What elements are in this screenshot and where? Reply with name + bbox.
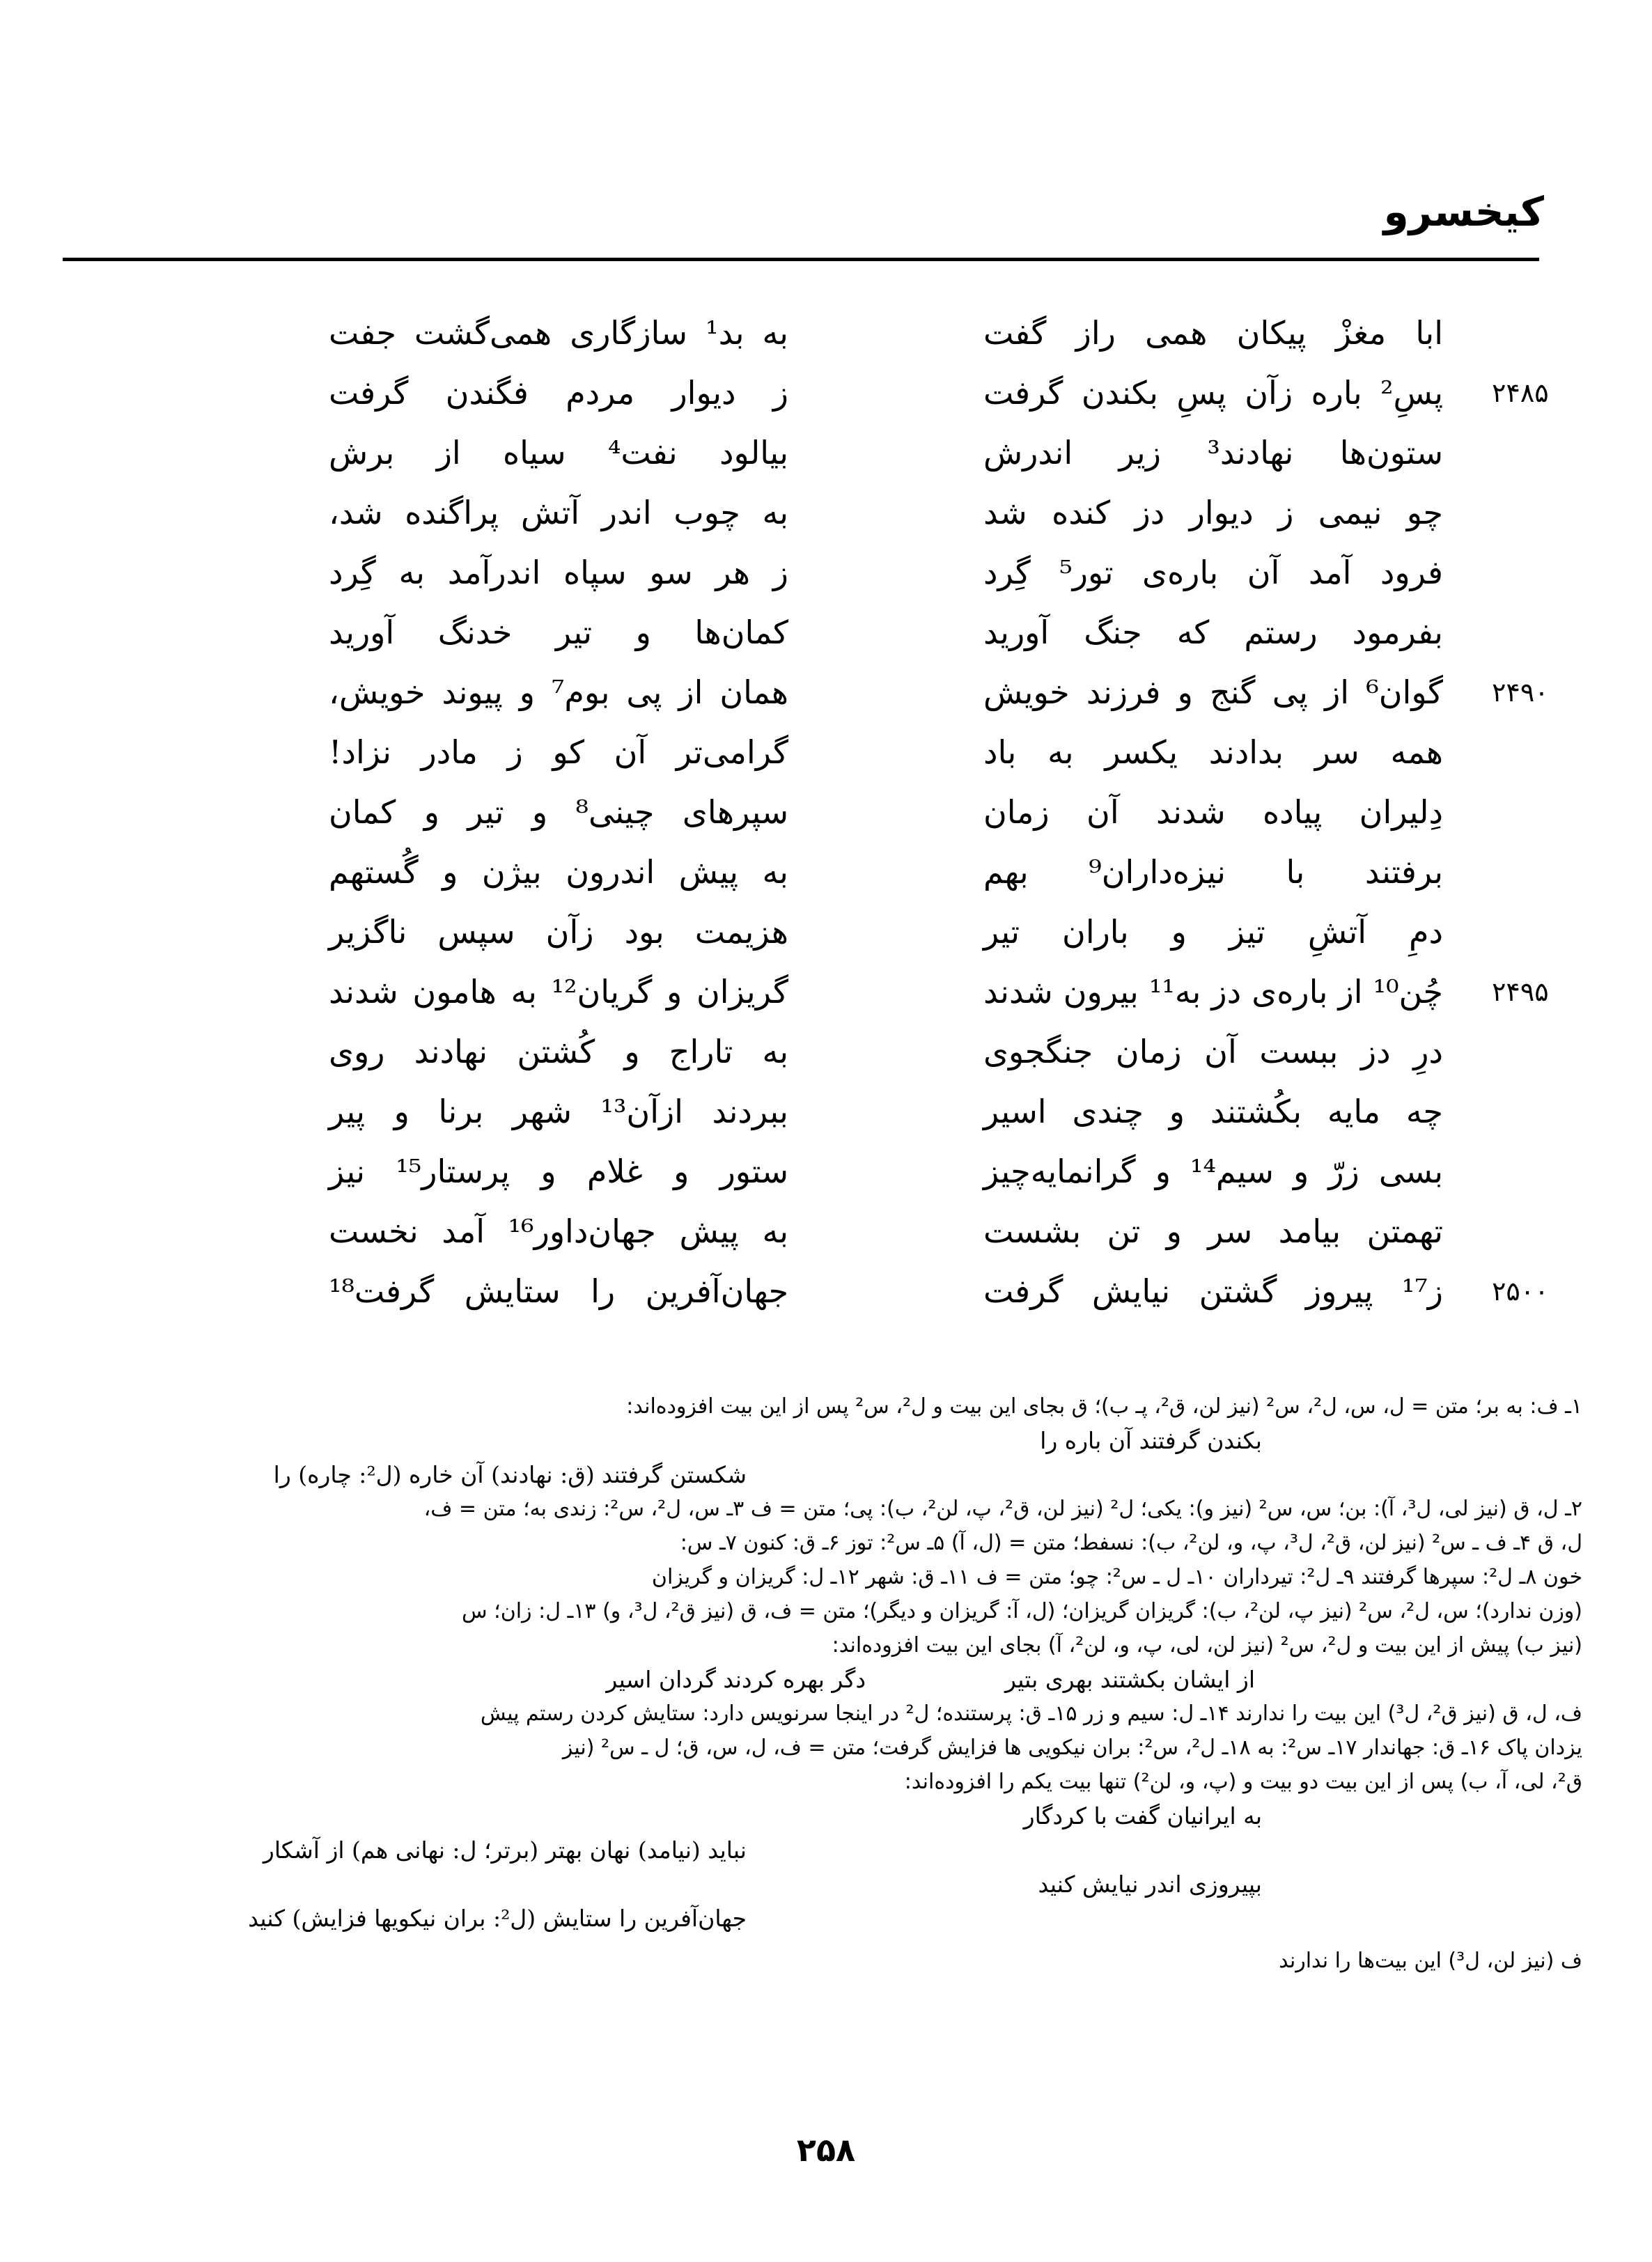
footnote-line: (وزن ندارد)؛ س، ل²، س² (نیز پ، لن²، ب): گریزان گریزان؛ (ل، آ: گریزان و دیگر)؛ متن = ف، ق (نیز ق²، ل³، و) ۱۳ـ ل: زان؛ س [462, 1599, 1582, 1623]
verse-row [0, 905, 1652, 958]
hemistich-first: چُن¹⁰ از باره‌ی دز به¹¹ بیرون شدند [983, 973, 1443, 1011]
hemistich-second: کمان‌ها و تیر خدنگ آورید [329, 614, 788, 651]
hemistich-second: همان از پی بوم⁷ و پیوند خویش، [329, 673, 788, 711]
verse-row [0, 306, 1652, 359]
footnote-line: ل، ق ۴ـ ف ـ س² (نیز لن، ق²، ل³، پ، و، لن²، ب): نسفط؛ متن = (ل، آ) ۵ـ س²: توز ۶ـ ق: کنون ۷ـ س: [680, 1531, 1582, 1555]
quoted-verse: به ایرانیان گفت با کردگار [1023, 1802, 1262, 1830]
footnote-line: ۱ـ ف: به بر؛ متن = ل، س، ل²، س² (نیز لن، ق²، پـ ب)؛ ق بجای این بیت و ل²، س² پس از این بیت افزوده‌اند: [626, 1394, 1582, 1419]
footnote-line: خون ۸ـ ل²: سپرها گرفتند ۹ـ ل²: تیرداران ۱۰ـ ل ـ س²: چو؛ متن = ف ۱۱ـ ق: شهر ۱۲ـ ل: گریزان و گریزان [651, 1565, 1582, 1589]
hemistich-first: درِ دز ببست آن زمان جنگجوی [983, 1033, 1443, 1070]
hemistich-second: به بد¹ سازگاری همی‌گشت جفت [329, 314, 788, 352]
hemistich-second: گرامی‌تر آن کو ز مادر نزاد! [329, 733, 788, 771]
hemistich-first: دِلیران پیاده شدند آن زمان [983, 793, 1443, 831]
hemistich-second: ستور و غلام و پرستار¹⁵ نیز [329, 1153, 788, 1190]
hemistich-second: ز دیوار مردم فگندن گرفت [329, 374, 788, 412]
verse-row [0, 606, 1652, 659]
footnotes-section [120, 1389, 1582, 1978]
footnote-line: ف (نیز لن، ل³) این بیت‌ها را ندارند [1279, 1949, 1582, 1973]
hemistich-first: همه سر بدادند یکسر به باد [983, 733, 1443, 771]
verse-row [0, 1025, 1652, 1078]
hemistich-second: به پیش اندرون بیژن و گُستهم [329, 853, 788, 891]
verse-row [0, 726, 1652, 779]
hemistich-first: ابا مغزْ پیکان همی راز گفت [983, 314, 1443, 352]
verse-number: ۲۵۰۰ [1492, 1276, 1549, 1306]
verse-row [0, 546, 1652, 599]
hemistich-second: هزیمت بود زآن سپس ناگزیر [329, 913, 788, 951]
verse-row [0, 1085, 1652, 1138]
quoted-verse: دگر بهره کردند گردان اسیر [606, 1666, 866, 1693]
hemistich-second: ببردند ازآن¹³ شهر برنا و پیر [329, 1093, 788, 1130]
quoted-verse: بکندن گرفتند آن باره را [1040, 1427, 1262, 1454]
verse-row [0, 486, 1652, 539]
hemistich-second: به تاراج و کُشتن نهادند روی [329, 1033, 788, 1070]
verse-row [0, 786, 1652, 838]
footnote-line: ۲ـ ل، ق (نیز لی، ل³، آ): بن؛ س، س² (نیز و): یکی؛ ل² (نیز لن، ق²، پ، لن²، ب): پی؛ متن = ف ۳ـ س، ل²، س²: زندی به؛ متن = ف، [423, 1497, 1582, 1521]
hemistich-first: فرود آمد آن باره‌ی تور⁵ گِرد [983, 554, 1443, 591]
footnote-line: یزدان پاک ۱۶ـ ق: جهاندار ۱۷ـ س²: به ۱۸ـ ل²، س²: بران نیکویی ها فزایش گرفت؛ متن = ف، ل، س، ق؛ ل ـ س² (نیز [562, 1736, 1582, 1760]
footnote-line: ف، ل، ق (نیز ق²، ل³) این بیت را ندارند ۱۴ـ ل: سیم و زر ۱۵ـ ق: پرستنده؛ ل² در اینجا سرنویس دارد: ستایش کردن رستم پیش [480, 1701, 1582, 1726]
verse-number: ۲۴۹۰ [1492, 677, 1549, 708]
hemistich-first: پسِ² باره زآن پسِ بکندن گرفت [983, 374, 1443, 412]
page-number: ۲۵۸ [796, 2131, 856, 2169]
hemistich-first: بفرمود رستم که جنگ آورید [983, 614, 1443, 651]
hemistich-second: جهان‌آفرین را ستایش گرفت¹⁸ [329, 1272, 788, 1310]
verse-number: ۲۴۸۵ [1492, 377, 1549, 408]
verse-row [0, 426, 1652, 479]
verse-row [0, 845, 1652, 898]
hemistich-second: بیالود نفت⁴ سیاه از برش [329, 434, 788, 471]
hemistich-first: چه مایه بکُشتند و چندی اسیر [983, 1093, 1443, 1130]
hemistich-second: به چوب اندر آتش پراگنده شد، [329, 494, 788, 531]
hemistich-first: تهمتن بیامد سر و تن بشست [983, 1212, 1443, 1250]
chapter-title: کیخسرو [1383, 188, 1544, 235]
quoted-verse: نباید (نیامد) نهان بهتر (برتر؛ ل: نهانی هم) از آشکار [263, 1836, 747, 1864]
verse-row [0, 1145, 1652, 1198]
verse-row [0, 1205, 1652, 1258]
hemistich-second: ز هر سو سپاه اندرآمد به گِرد [329, 554, 788, 591]
hemistich-first: بسی زرّ و سیم¹⁴ و گرانمایه‌چیز [983, 1153, 1444, 1190]
verse-row [0, 366, 1652, 419]
hemistich-first: ز¹⁷ پیروز گشتن نیایش گرفت [983, 1272, 1443, 1310]
quoted-verse: از ایشان بکشتند بهری بتیر [1005, 1666, 1255, 1693]
hemistich-first: دمِ آتشِ تیز و باران تیر [983, 913, 1443, 951]
quoted-verse: شکستن گرفتند (ق: نهادند) آن خاره (ل²: چاره) را [273, 1461, 747, 1488]
hemistich-first: گوان⁶ از پی گنج و فرزند خویش [983, 673, 1443, 711]
verse-row [0, 1265, 1652, 1318]
hemistich-first: برفتند با نیزه‌داران⁹ بهم [983, 853, 1443, 891]
verse-number: ۲۴۹۵ [1492, 976, 1549, 1007]
quoted-verse-pair [120, 1662, 1582, 1696]
hemistich-second: گریزان و گریان¹² به هامون شدند [329, 973, 788, 1011]
hemistich-first: ستون‌ها نهادند³ زیر اندرش [983, 434, 1443, 471]
footnote-line: ق²، لی، آ، ب) پس از این بیت دو بیت و (پ، و، لن²) تنها بیت یکم را افزوده‌اند: [904, 1770, 1582, 1794]
quoted-verse: بپیروزی اندر نیایش کنید [1038, 1871, 1262, 1898]
hemistich-second: به پیش جهان‌داور¹⁶ آمد نخست [329, 1212, 789, 1250]
hemistich-second: سپرهای چینی⁸ و تیر و کمان [329, 793, 788, 831]
quoted-verse: جهان‌آفرین را ستایش (ل²: بران نیکویها فزایش) کنید [248, 1905, 747, 1932]
hemistich-first: چو نیمی ز دیوار دز کنده شد [983, 494, 1443, 531]
footnote-line: (نیز ب) پیش از این بیت و ل²، س² (نیز لن، لی، پ، و، لن²، آ) بجای این بیت افزوده‌اند: [832, 1633, 1582, 1658]
header-divider [63, 258, 1539, 261]
verse-row [0, 965, 1652, 1018]
verse-row [0, 666, 1652, 719]
